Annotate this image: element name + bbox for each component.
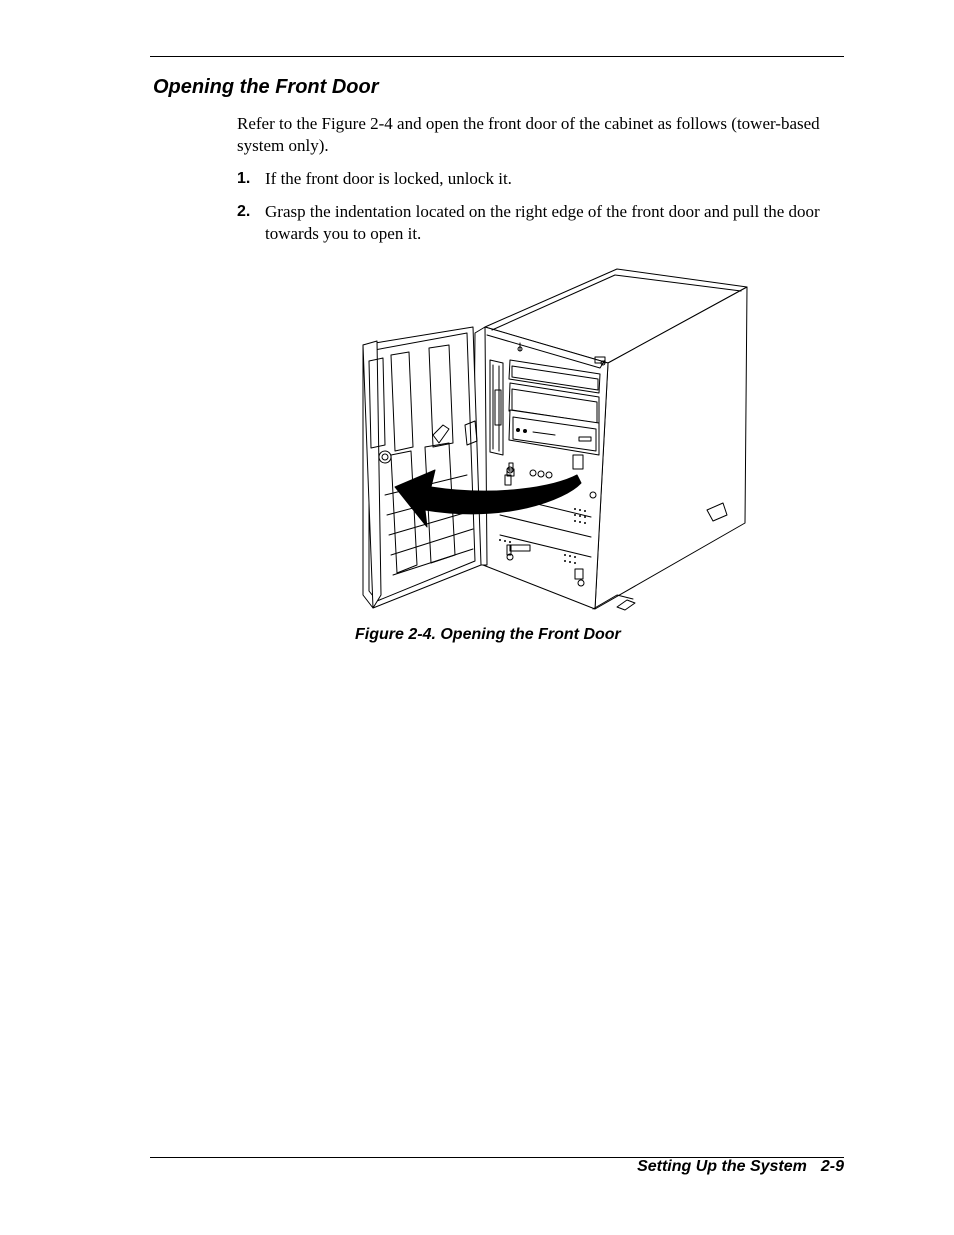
section-heading: Opening the Front Door xyxy=(153,76,379,98)
page-footer xyxy=(637,1156,844,1178)
figure-tower-open-door xyxy=(355,265,750,615)
front-door xyxy=(363,327,481,608)
step-2-number: 2. xyxy=(237,203,251,220)
step-1-text: If the front door is locked, unlock it. xyxy=(265,169,512,188)
header-rule xyxy=(150,56,844,57)
intro-paragraph: Refer to the Figure 2-4 and open the front door of the cabinet as follows (tower-based system only). xyxy=(237,114,820,155)
figure-caption: Figure 2-4. Opening the Front Door xyxy=(355,626,621,643)
step-1-number: 1. xyxy=(237,170,251,187)
step-2-text: Grasp the indentation located on the right edge of the front door and pull the door towards you to open it. xyxy=(265,202,820,243)
footer-page-number: 2-9 xyxy=(820,1158,844,1175)
footer-chapter-title: Setting Up the System xyxy=(637,1158,807,1175)
